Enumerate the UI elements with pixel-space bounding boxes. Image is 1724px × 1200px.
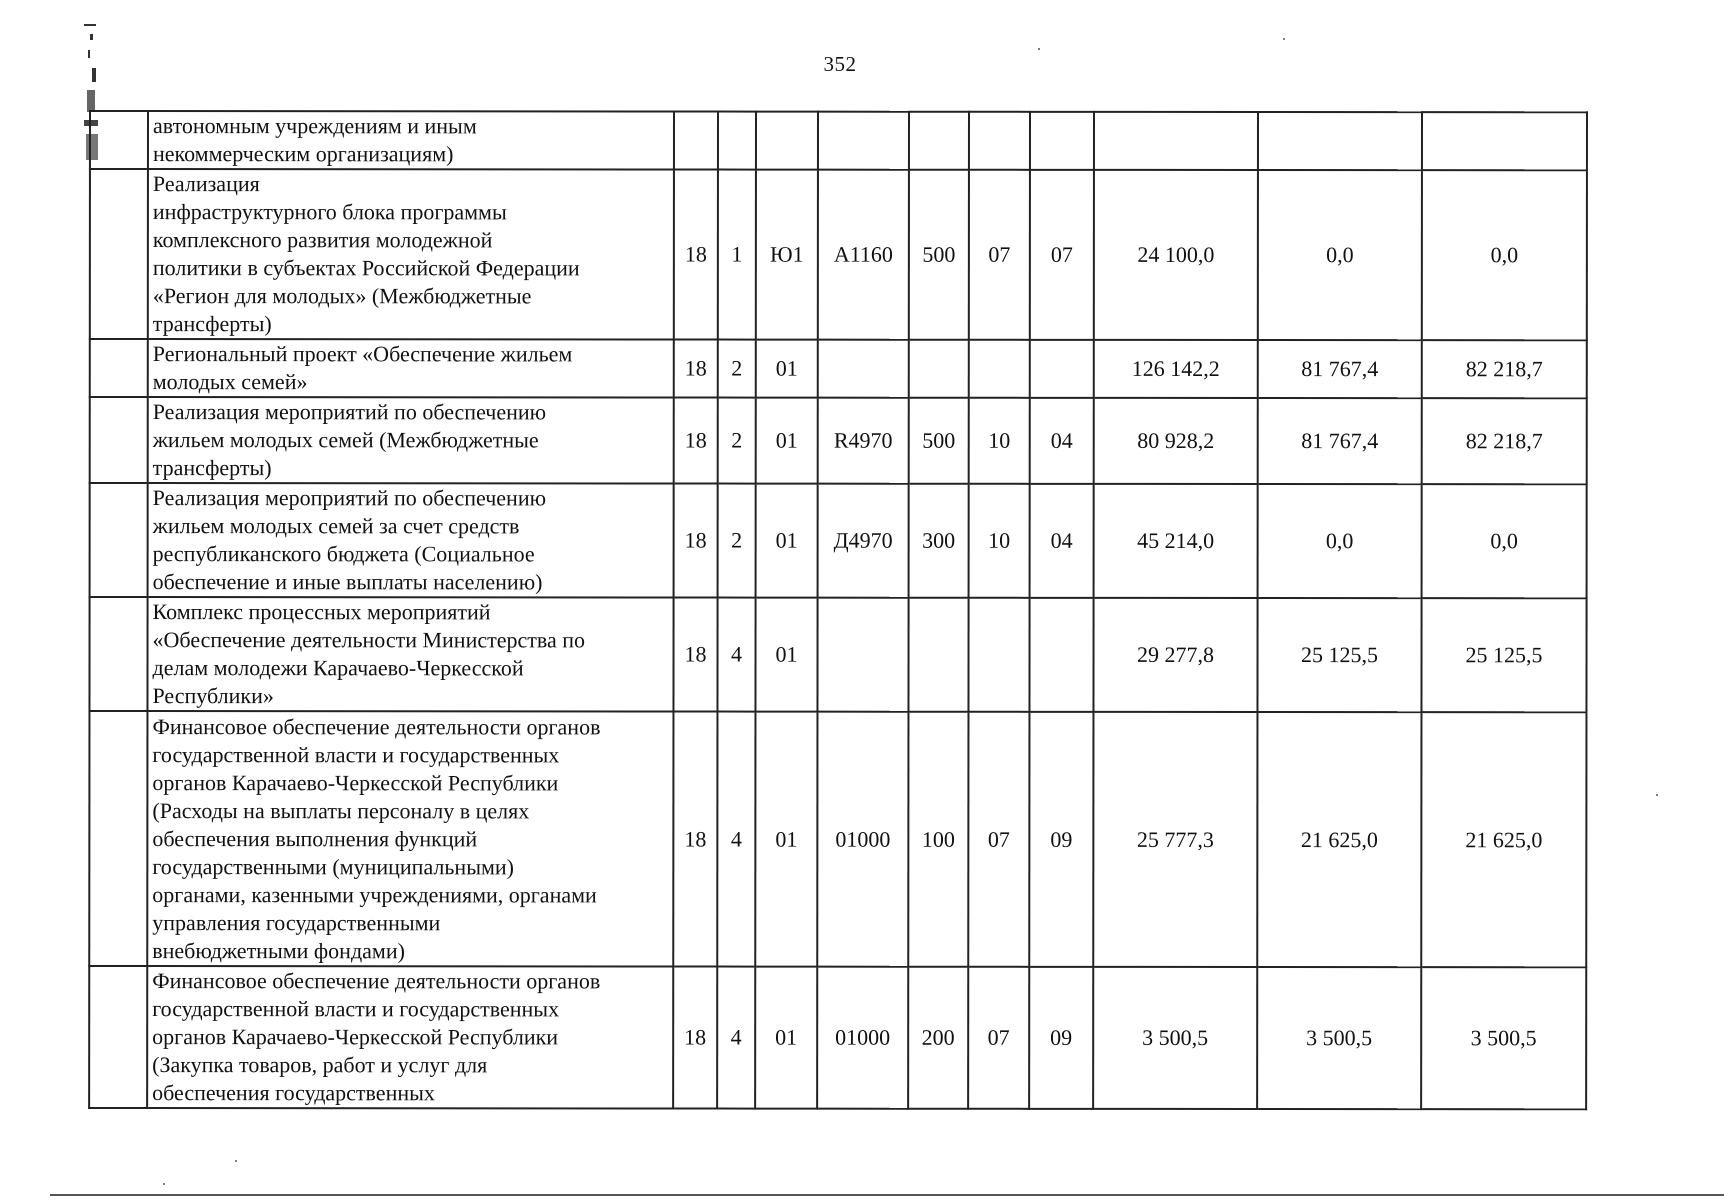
row-name-cell (147, 966, 673, 1108)
amount-cell-s2: 0,0 (1258, 170, 1422, 340)
amount-cell-s2: 81 767,4 (1258, 340, 1422, 398)
row-name-line: комплексного развития молодежной (152, 227, 493, 253)
amount-cell-s3: 0,0 (1422, 484, 1587, 598)
row-name-line: делам молодежи Карачаево-Черкесской (152, 655, 524, 681)
row-name-line: Реализация (152, 171, 260, 197)
code-cell-c6: 07 (969, 170, 1030, 340)
row-number-cell (90, 397, 148, 483)
code-cell-c6: 07 (968, 967, 1029, 1109)
scan-speck (163, 1183, 165, 1185)
code-cell-c3: 01 (755, 967, 817, 1109)
code-cell-c2 (718, 112, 756, 170)
amount-cell-s2: 3 500,5 (1257, 967, 1421, 1109)
row-name-line: (Расходы на выплаты персоналу в целях (152, 797, 530, 823)
code-cell-c5 (909, 340, 969, 398)
row-number-cell (90, 111, 148, 169)
code-cell-c2: 4 (717, 598, 755, 712)
code-cell-c3: 01 (756, 398, 818, 484)
code-cell-c7 (1030, 340, 1094, 398)
bottom-edge-line (50, 1194, 1724, 1196)
code-cell-c4: R4970 (818, 398, 909, 484)
code-cell-c7: 07 (1030, 170, 1094, 340)
budget-table (88, 110, 1588, 1110)
row-name-line: обеспечения выполнения функций (152, 825, 478, 851)
code-cell-c3: 01 (756, 340, 818, 398)
row-name-line: жильем молодых семей (Межбюджетные (152, 427, 539, 453)
code-cell-c7: 09 (1029, 712, 1093, 967)
row-number-cell (90, 169, 148, 339)
scan-speck (235, 1160, 237, 1162)
table-row (90, 483, 1587, 598)
amount-cell-s1: 3 500,5 (1093, 967, 1257, 1109)
row-name-cell (147, 711, 673, 966)
amount-cell-s1: 80 928,2 (1094, 398, 1258, 484)
row-name-line: Финансовое обеспечение деятельности органов (152, 968, 601, 994)
amount-cell-s1: 126 142,2 (1094, 340, 1258, 398)
amount-cell-s2: 0,0 (1258, 484, 1422, 598)
amount-cell-s1: 25 777,3 (1093, 712, 1257, 967)
row-name-line: государственной власти и государственных (152, 996, 560, 1022)
code-cell-c4: 01000 (817, 712, 908, 967)
row-name-line: государственными (муниципальными) (152, 853, 515, 879)
row-name-line: обеспечение и иные выплаты населению) (152, 569, 543, 595)
row-name-line: «Обеспечение деятельности Министерства по (152, 627, 586, 653)
row-name-cell (148, 169, 674, 339)
code-cell-c5: 100 (908, 712, 968, 967)
row-name-line: Республики» (152, 683, 274, 709)
row-name-line: (Закупка товаров, работ и услуг для (152, 1052, 488, 1078)
row-name-line: обеспечения государственных (152, 1080, 435, 1106)
row-name-line: органов Карачаево-Черкесской Республики (152, 769, 559, 795)
code-cell-c3: Ю1 (756, 170, 818, 340)
code-cell-c1 (674, 112, 718, 170)
code-cell-c6 (968, 598, 1029, 712)
code-cell-c3: 01 (755, 712, 817, 967)
table-row (89, 597, 1586, 712)
table-row (90, 111, 1587, 170)
code-cell-c7 (1029, 598, 1093, 712)
table-row (90, 169, 1587, 340)
amount-cell-s2 (1258, 112, 1422, 170)
code-cell-c4 (818, 340, 909, 398)
scan-speck (1283, 38, 1285, 40)
row-name-line: Комплекс процессных мероприятий (152, 599, 491, 625)
code-cell-c1: 18 (674, 170, 718, 340)
code-cell-c7: 04 (1030, 398, 1094, 484)
row-name-cell (148, 111, 674, 169)
scan-speck (1038, 48, 1040, 50)
amount-cell-s1 (1094, 112, 1258, 170)
code-cell-c5: 200 (908, 967, 968, 1109)
code-cell-c5 (909, 112, 969, 170)
row-number-cell (89, 966, 147, 1108)
amount-cell-s3 (1422, 112, 1587, 170)
code-cell-c4 (818, 112, 909, 170)
row-name-line: Региональный проект «Обеспечение жильем (152, 341, 573, 367)
code-cell-c4: А1160 (818, 170, 909, 340)
amount-cell-s3: 82 218,7 (1422, 398, 1587, 484)
code-cell-c1: 18 (673, 712, 717, 967)
row-name-line: органов Карачаево-Черкесской Республики (152, 1024, 559, 1050)
row-name-line: молодых семей» (152, 369, 308, 395)
row-name-line: «Регион для молодых» (Межбюджетные (152, 283, 532, 309)
row-name-line: государственной власти и государственных (152, 741, 560, 767)
code-cell-c2: 4 (717, 712, 755, 967)
amount-cell-s1: 45 214,0 (1094, 484, 1258, 598)
code-cell-c6 (969, 340, 1030, 398)
code-cell-c2: 4 (717, 967, 755, 1109)
amount-cell-s3: 25 125,5 (1421, 598, 1586, 712)
row-number-cell (89, 597, 147, 711)
code-cell-c3 (756, 112, 818, 170)
amount-cell-s1: 29 277,8 (1093, 598, 1257, 712)
table-row (89, 966, 1586, 1109)
row-name-cell (147, 597, 673, 711)
amount-cell-s2: 25 125,5 (1257, 598, 1421, 712)
code-cell-c7: 04 (1030, 484, 1094, 598)
amount-cell-s1: 24 100,0 (1094, 170, 1258, 340)
code-cell-c6: 10 (969, 398, 1030, 484)
code-cell-c2: 2 (718, 484, 756, 598)
code-cell-c5: 300 (909, 484, 969, 598)
code-cell-c6: 10 (969, 484, 1030, 598)
row-number-cell (90, 483, 148, 597)
code-cell-c2: 2 (718, 398, 756, 484)
code-cell-c1: 18 (674, 484, 718, 598)
code-cell-c6: 07 (968, 712, 1029, 967)
amount-cell-s2: 21 625,0 (1257, 712, 1421, 967)
row-number-cell (89, 711, 147, 966)
code-cell-c3: 01 (755, 598, 817, 712)
amount-cell-s3: 0,0 (1422, 170, 1587, 340)
row-name-cell (148, 339, 674, 397)
row-name-line: инфраструктурного блока программы (152, 199, 507, 225)
code-cell-c4 (817, 598, 908, 712)
code-cell-c1: 18 (674, 340, 718, 398)
row-name-line: Реализация мероприятий по обеспечению (152, 399, 547, 425)
page-number: 352 (823, 52, 857, 76)
table-row (89, 711, 1586, 967)
code-cell-c5: 500 (909, 170, 969, 340)
amount-cell-s3: 3 500,5 (1421, 967, 1586, 1109)
row-name-line: органами, казенными учреждениями, органами (152, 881, 597, 907)
code-cell-c4: 01000 (817, 967, 908, 1109)
amount-cell-s3: 21 625,0 (1421, 712, 1586, 967)
row-name-line: управления государственными (152, 909, 441, 935)
row-name-line: трансферты) (152, 455, 272, 481)
amount-cell-s2: 81 767,4 (1258, 398, 1422, 484)
code-cell-c3: 01 (756, 484, 818, 598)
code-cell-c5: 500 (909, 398, 969, 484)
code-cell-c7 (1030, 112, 1094, 170)
row-name-line: республиканского бюджета (Социальное (152, 541, 535, 567)
code-cell-c1: 18 (673, 967, 717, 1109)
amount-cell-s3: 82 218,7 (1422, 340, 1587, 398)
row-name-line: политики в субъектах Российской Федерации (152, 255, 580, 281)
code-cell-c6 (969, 112, 1030, 170)
code-cell-c1: 18 (674, 398, 718, 484)
row-name-line: Реализация мероприятий по обеспечению (152, 485, 547, 511)
scan-speck (1656, 794, 1658, 796)
row-name-cell (148, 483, 674, 597)
table-row (90, 397, 1587, 484)
code-cell-c1: 18 (673, 598, 717, 712)
code-cell-c2: 2 (718, 340, 756, 398)
row-name-cell (148, 397, 674, 483)
code-cell-c5 (908, 598, 968, 712)
code-cell-c2: 1 (718, 170, 756, 340)
row-name-line: трансферты) (152, 311, 272, 337)
row-name-line: Финансовое обеспечение деятельности органов (152, 713, 601, 739)
row-number-cell (90, 339, 148, 397)
row-name-line: автономным учреждениям и иным (152, 113, 477, 139)
code-cell-c7: 09 (1029, 967, 1093, 1109)
code-cell-c4: Д4970 (818, 484, 909, 598)
row-name-line: жильем молодых семей за счет средств (152, 513, 520, 539)
table-row (90, 339, 1587, 398)
row-name-line: внебюджетными фондами) (152, 937, 405, 963)
row-name-line: некоммерческим организациям) (152, 141, 454, 167)
